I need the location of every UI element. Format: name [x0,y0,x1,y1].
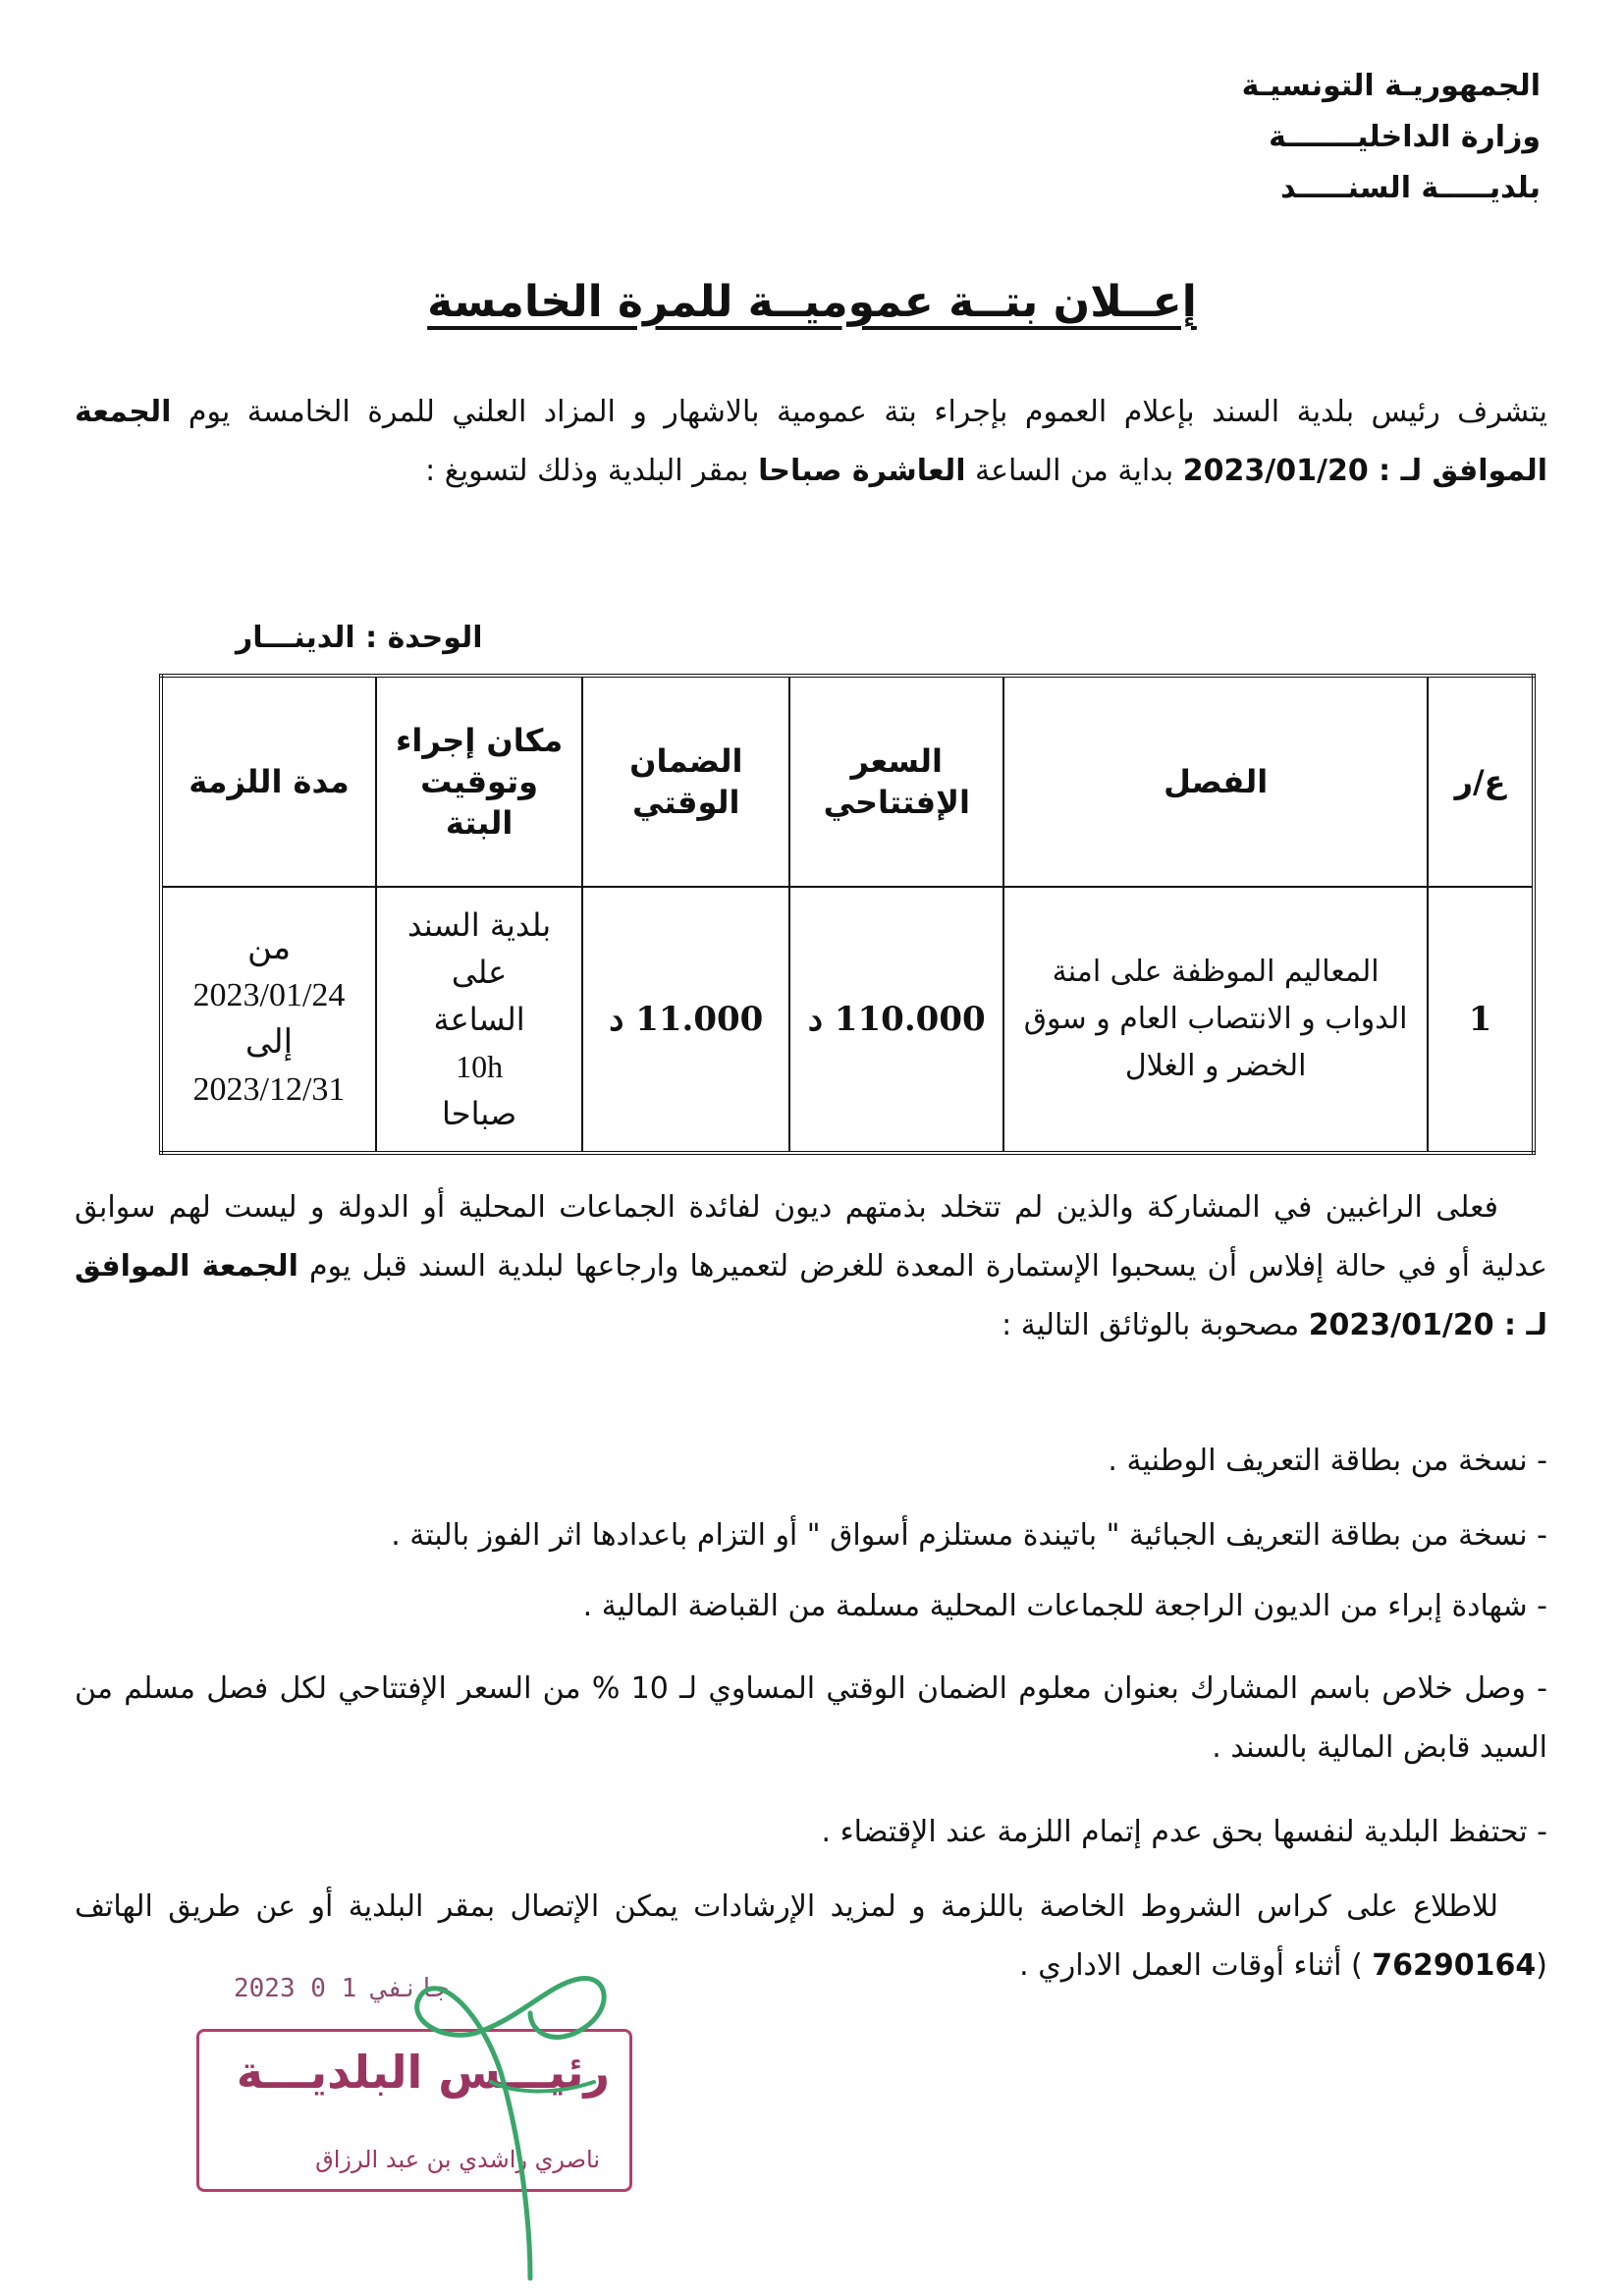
intro-date: الجمعة الموافق لـ : 2023/01/20 [75,395,1547,488]
intro-text-1: يتشرف رئيس بلدية السند بإعلام العموم بإجراء بتة عمومية بالاشهار و المزاد العلني للمرة الخامسة يوم [171,395,1547,429]
list-item: - شهادة إبراء من الديون الراجعة للجماعات المحلية مسلمة من القباضة المالية . [582,1589,1547,1623]
seal-title: رئيـــس البلديـــة [236,2046,610,2099]
row-concession-period [161,887,376,1153]
row-lot: المعاليم الموظفة على امنة الدواب و الانتصاب العام و سوق الخضر و الغلال [1003,887,1428,1153]
conditions-text-2: مصحوبة بالوثائق التالية : [1001,1308,1309,1342]
date-stamp: 2023 جانفي 1 0 [234,1974,450,2003]
place-line-2: على [451,954,508,991]
row-guarantee: 11.000 د [582,887,789,1153]
header-guarantee: الضمان الوقتي [582,676,789,887]
table-header-row [161,676,1534,887]
list-item: - نسخة من بطاقة التعريف الوطنية . [1108,1444,1547,1478]
intro-paragraph [75,383,1547,501]
header-lot: الفصل [1003,676,1428,887]
conditions-paragraph [75,1178,1547,1355]
contact-text-1: للاطلاع على كراس الشروط الخاصة باللزمة و لمزيد الإرشادات يمكن الإتصال بمقر البلدية أو عن طريق الهاتف ( [75,1889,1547,1983]
list-item: - وصل خلاص باسم المشارك بعنوان معلوم الضمان الوقتي المساوي لـ 10 % من السعر الإفتتاحي لكل فصل مسلم من السيد قابض المالية بالسند . [75,1671,1548,1765]
place-line-4: 10h [456,1049,504,1084]
row-opening-price: 110.000 د [789,887,1003,1153]
letterhead [1242,61,1541,214]
contact-text-2: ) أثناء أوقات العمل الاداري . [1019,1948,1373,1983]
header-opening-price: السعر الإفتتاحي [789,676,1003,887]
header-no: ع/ر [1428,676,1534,887]
list-item: - نسخة من بطاقة التعريف الجبائية " باتيندة مستلزم أسواق " أو التزام باعدادها اثر الفوز بالبتة . [391,1518,1547,1553]
table-row [161,887,1534,1153]
auction-table [159,674,1536,1155]
header-place-time: مكان إجراء وتوقيت البتة [376,676,582,887]
contact-phone: 76290164 [1372,1948,1537,1983]
announcement-title: إعــلان بتــة عموميــة للمرة الخامسة [427,277,1197,327]
period-end-date: 2023/12/31 [192,1071,346,1108]
list-item: - تحتفظ البلدية لنفسها بحق عدم إتمام اللزمة عند الإقتضاء . [821,1815,1547,1849]
conditions-text-1: فعلى الراغبين في المشاركة والذين لم تتخلد بذمتهم ديون لفائدة الجماعات المحلية أو الدولة و ليست لهم سوابق عدلية أو في حالة إفلاس أن يسحبوا الإستمارة المعدة للغرض لتعميرها وارجاعها لبلدية السند قبل يوم [75,1190,1547,1284]
letterhead-municipality: بلديـــــة السنـــــد [1280,171,1541,205]
intro-text-3: بمقر البلدية وذلك لتسويغ : [425,454,759,488]
place-line-5: صباحا [442,1095,517,1132]
period-start-date: 2023/01/24 [192,977,346,1013]
signature-icon [383,1925,638,2288]
conditions-deadline: الجمعة الموافق لـ : 2023/01/20 [75,1249,1547,1342]
place-line-3: الساعة [433,1001,525,1038]
currency-unit-label: الوحدة : الدينـــار [236,621,483,655]
period-from-label: من [246,930,292,966]
letterhead-republic: الجمهوريـة التونسيـة [1241,69,1541,103]
intro-text-2: بداية من الساعة [965,454,1183,488]
seal-name: ناصري راشدي بن عبد الرزاق [315,2146,600,2173]
row-no: 1 [1428,887,1534,1153]
header-concession-period: مدة اللزمة [161,676,376,887]
period-to-label: إلى [244,1024,294,1061]
row-place-time [376,887,582,1153]
intro-time: العاشرة صباحا [758,454,966,488]
letterhead-ministry: وزارة الداخليـــــــة [1269,120,1541,154]
place-line-1: بلدية السند [407,906,552,944]
